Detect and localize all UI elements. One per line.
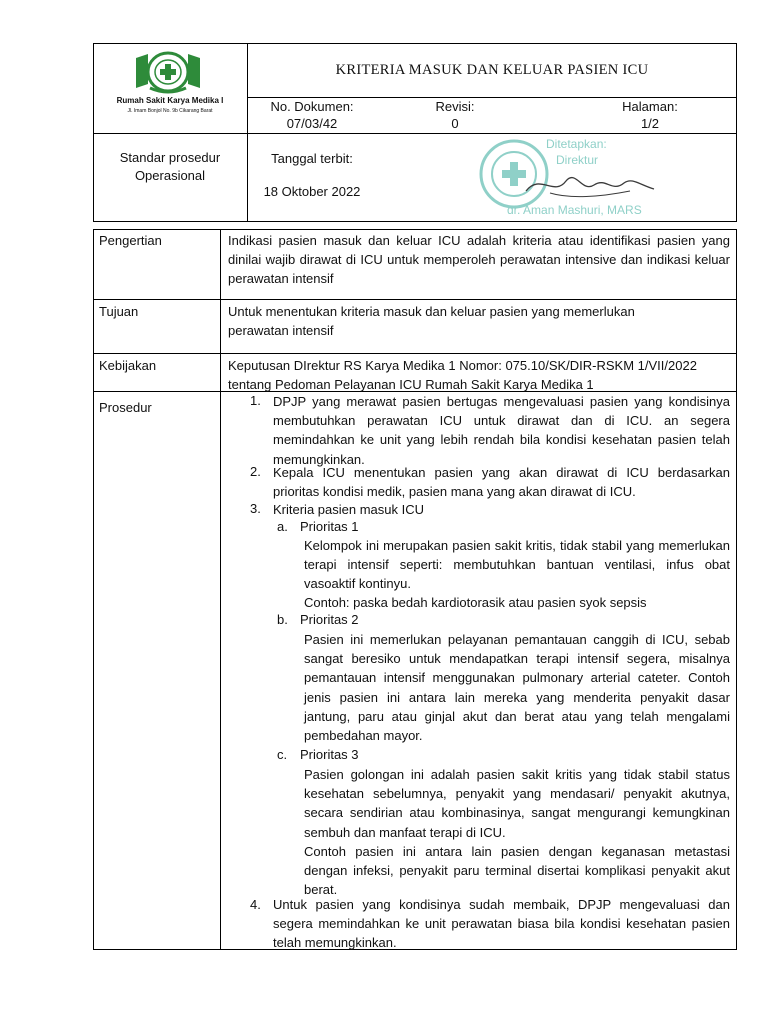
prioritas-1-title: Prioritas 1 (300, 519, 359, 534)
list-letter: c. (277, 747, 288, 762)
pengertian-label: Pengertian (99, 233, 162, 248)
prosedur-item-2: Kepala ICU menentukan pasien yang akan dirawat di ICU berdasarkan prioritas kondisi medik, pasien mana yang akan dirawat di ICU. (273, 465, 730, 500)
page-title: KRITERIA MASUK DAN KELUAR PASIEN ICU (335, 62, 649, 78)
pengertian-text: Indikasi pasien masuk dan keluar ICU adalah kriteria atau identifikasi pasien yang dinilai wajib dirawat di ICU untuk memperoleh perawatan intensive dan indikasi keluar perawatan intensif (228, 233, 730, 287)
tanggal-label: Tanggal terbit: (271, 151, 353, 166)
director-signature (520, 163, 660, 203)
list-number: 4. (250, 897, 261, 912)
content-divider (93, 299, 737, 300)
list-number: 2. (250, 464, 261, 479)
hospital-logo (132, 50, 204, 94)
stamp-ditetapkan: Ditetapkan: (546, 137, 607, 151)
stamp-direktur: Direktur (556, 153, 599, 167)
prioritas-1-example: Contoh: paska bedah kardiotorasik atau pasien syok sepsis (304, 595, 647, 610)
list-number: 3. (250, 501, 261, 516)
prosedur-item-4: Untuk pasien yang kondisinya sudah membaik, DPJP mengevaluasi dan segera memindahkan ke unit perawatan biasa bila kondisi kesehatan pasien telah memungkinkan. (273, 897, 730, 951)
content-divider (220, 229, 221, 950)
list-letter: b. (277, 612, 288, 627)
hospital-name: Rumah Sakit Karya Medika I (116, 96, 224, 105)
revisi-label: Revisi: (435, 99, 475, 114)
kebijakan-label: Kebijakan (99, 358, 157, 373)
halaman-label: Halaman: (622, 99, 678, 114)
list-letter: a. (277, 519, 288, 534)
prioritas-2-title: Prioritas 2 (300, 612, 359, 627)
prosedur-item-1: DPJP yang merawat pasien bertugas mengevaluasi pasien yang kondisinya membutuhkan perawatan ICU untuk dirawat dan di ICU. an segera memindahkan ke unit yang lebih rendah bila kondisi kesehatan pasien telah memungkinkan. (273, 394, 730, 467)
hospital-address: Jl. Imam Bonjol No. 9b Cikarang Barat (127, 108, 213, 114)
spo-label-line2: Operasional (134, 168, 206, 183)
spo-label-line1: Standar prosedur (119, 150, 221, 165)
halaman-value: 1/2 (640, 116, 660, 131)
tujuan-text: Untuk menentukan kriteria masuk dan keluar pasien yang memerlukan perawatan intensif (228, 304, 635, 339)
director-name: dr. Aman Mashuri, MARS (507, 203, 642, 217)
no-dokumen-value: 07/03/42 (286, 116, 338, 131)
revisi-value: 0 (451, 116, 459, 131)
prosedur-label: Prosedur (99, 400, 152, 415)
prioritas-1-text: Kelompok ini merupakan pasien sakit kritis, tidak stabil yang memerlukan terapi intensif seperti: membutuhkan bantuan ventilasi, infus obat vasoaktif kontinyu. (304, 538, 730, 592)
kebijakan-text: Keputusan DIrektur RS Karya Medika 1 Nomor: 075.10/SK/DIR-RSKM 1/VII/2022 tentang Pedoman Pelayanan ICU Rumah Sakit Karya Medika 1 (228, 358, 697, 393)
list-number: 1. (250, 393, 261, 408)
prioritas-3-title: Prioritas 3 (300, 747, 359, 762)
prioritas-3-example: Contoh pasien ini antara lain pasien dengan keganasan metastasi dengan infeksi, penyakit paru terminal disertai komplikasi penyakit akut berat. (304, 844, 730, 898)
tanggal-value: 18 Oktober 2022 (263, 184, 361, 199)
prioritas-3-text: Pasien golongan ini adalah pasien sakit kritis yang tidak stabil status kesehatan sebelumnya, penyakit yang mendasari/ penyakit akutnya, secara sendirian atau kombinasinya, sangat mengurangi kemungkinan sembuh dan manfaat terapi di ICU. (304, 767, 730, 840)
tujuan-label: Tujuan (99, 304, 139, 319)
no-dokumen-label: No. Dokumen: (270, 99, 354, 114)
header-divider (93, 133, 737, 134)
prioritas-2-text: Pasien ini memerlukan pelayanan pemantauan canggih di ICU, sebab sangat beresiko untuk mendapatkan terapi intensif segera, misalnya pemantauan intensif menggunakan pulmonary arterial cateter. Contoh jenis pasien ini antara lain mereka yang menderita penyakit dasar jantung, paru atau ginjal akut dan berat atau yang telah mengalami pembedahan mayor. (304, 632, 730, 744)
content-divider (93, 353, 737, 354)
prosedur-item-3: Kriteria pasien masuk ICU (273, 502, 424, 517)
